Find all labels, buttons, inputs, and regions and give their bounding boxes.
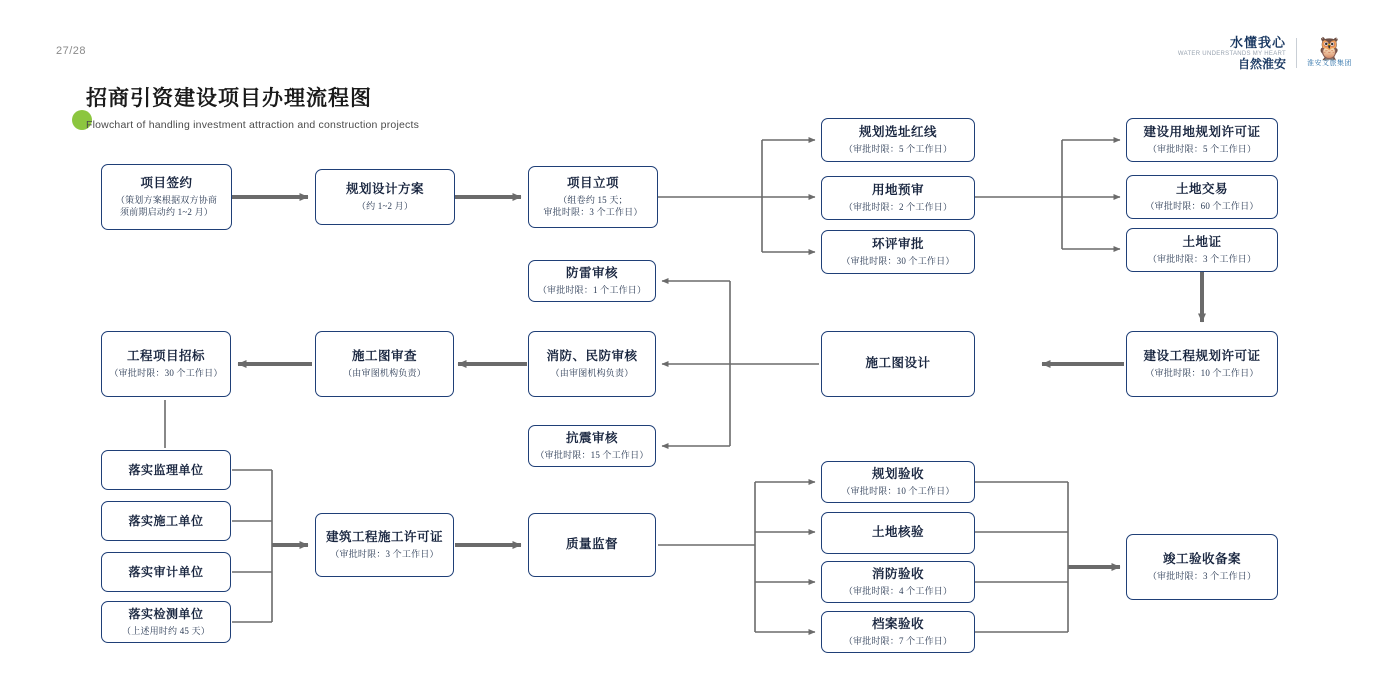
page-title-block [86,82,419,131]
logo-brand-cn: 自然淮安 [1237,56,1286,71]
node-subtitle: （审批时限：7 个工作日） [843,636,953,647]
page-title: 招商引资建设项目办理流程图 [86,86,372,110]
node-title: 落实审计单位 [128,564,204,579]
flow-node[interactable] [315,331,454,397]
node-title: 质量监督 [565,537,618,552]
node-subtitle: （审批时限：30 个工作日） [841,256,955,267]
flow-node[interactable] [528,331,656,397]
flow-node[interactable] [1126,534,1278,600]
node-title: 建筑工程施工许可证 [325,529,443,544]
logo-text-left [1178,36,1286,71]
node-title: 落实检测单位 [128,606,204,621]
flow-node[interactable] [821,512,975,554]
flow-node[interactable] [821,331,975,397]
node-title: 消防、民防审核 [546,348,638,363]
logo-slogan-cn: 水懂我心 [1229,35,1286,50]
flow-node[interactable] [101,331,231,397]
node-subtitle: （约 1~2 月） [356,201,414,212]
flow-node[interactable] [821,561,975,603]
node-title: 规划设计方案 [345,181,424,196]
node-title: 抗震审核 [565,430,618,445]
node-title: 土地证 [1182,234,1222,249]
flow-node[interactable] [1126,175,1278,219]
flow-node[interactable] [315,513,454,577]
flow-node[interactable] [101,552,231,592]
node-subtitle: （审批时限：10 个工作日） [1145,368,1259,379]
node-subtitle: （审批时限：30 个工作日） [109,368,223,379]
node-title: 项目签约 [140,175,193,190]
flow-node[interactable] [101,164,232,230]
flow-node[interactable] [821,461,975,503]
node-title: 工程项目招标 [126,348,205,363]
node-title: 竣工验收备案 [1162,551,1241,566]
flow-node[interactable] [528,260,656,302]
page-number: 27/28 [56,45,87,57]
flow-node[interactable] [101,601,231,643]
flow-node[interactable] [1126,228,1278,272]
node-title: 消防验收 [871,566,924,581]
node-subtitle: （审批时限：4 个工作日） [843,586,953,597]
node-title: 环评审批 [871,236,924,251]
node-title: 规划选址红线 [858,124,937,139]
logo-slogan-en: WATER UNDERSTANDS MY HEART [1177,50,1286,57]
node-subtitle: （审批时限：3 个工作日） [1147,254,1257,265]
node-title: 规划验收 [871,466,924,481]
node-subtitle: （审批时限：3 个工作日） [330,549,439,560]
node-subtitle: （审批时限：1 个工作日） [537,285,647,296]
node-title: 建设工程规划许可证 [1143,348,1261,363]
node-subtitle: （审批时限：15 个工作日） [535,450,649,461]
node-title: 落实施工单位 [128,513,204,528]
node-title: 防雷审核 [565,265,618,280]
node-subtitle: （审批时限：60 个工作日） [1145,201,1259,212]
node-title: 档案验收 [871,616,924,631]
logo-divider [1296,38,1297,68]
flow-node[interactable] [315,169,455,225]
brand-logo [1178,36,1352,71]
flow-node[interactable] [528,425,656,467]
flow-node[interactable] [821,230,975,274]
node-subtitle: （审批时限：10 个工作日） [841,486,955,497]
flow-node[interactable] [528,166,658,228]
logo-text-right [1307,38,1352,68]
node-title: 土地交易 [1175,181,1228,196]
bird-icon: 🦉 [1315,36,1344,62]
page-subtitle: Flowchart of handling investment attraction and construction projects [86,119,420,131]
node-title: 建设用地规划许可证 [1143,124,1261,139]
node-subtitle: （由审图机构负责） [550,368,634,379]
node-title: 施工图设计 [865,356,931,371]
node-subtitle: （组卷约 15 天； 审批时限：3 个工作日） [543,195,643,218]
flow-node[interactable] [101,450,231,490]
node-title: 落实监理单位 [128,462,204,477]
flow-node[interactable] [821,118,975,162]
node-subtitle: （上述用时约 45 天） [122,625,210,636]
node-subtitle: （审批时限：5 个工作日） [843,144,953,155]
node-subtitle: （由审图机构负责） [343,368,426,379]
flow-node[interactable] [821,611,975,653]
node-subtitle: （策划方案根据双方协商 须前期启动约 1~2 月） [115,195,218,218]
node-title: 施工图审查 [351,348,417,363]
flow-node[interactable] [821,176,975,220]
node-title: 土地核验 [871,525,924,540]
flow-node[interactable] [528,513,656,577]
node-title: 用地预审 [871,182,924,197]
node-title: 项目立项 [566,175,619,190]
node-subtitle: （审批时限：2 个工作日） [843,202,953,213]
flow-node[interactable] [1126,331,1278,397]
node-subtitle: （审批时限：5 个工作日） [1147,144,1257,155]
logo-company-cn: 淮安文旅集团 [1307,60,1352,68]
flow-node[interactable] [101,501,231,541]
node-subtitle: （审批时限：3 个工作日） [1147,571,1257,582]
flow-node[interactable] [1126,118,1278,162]
